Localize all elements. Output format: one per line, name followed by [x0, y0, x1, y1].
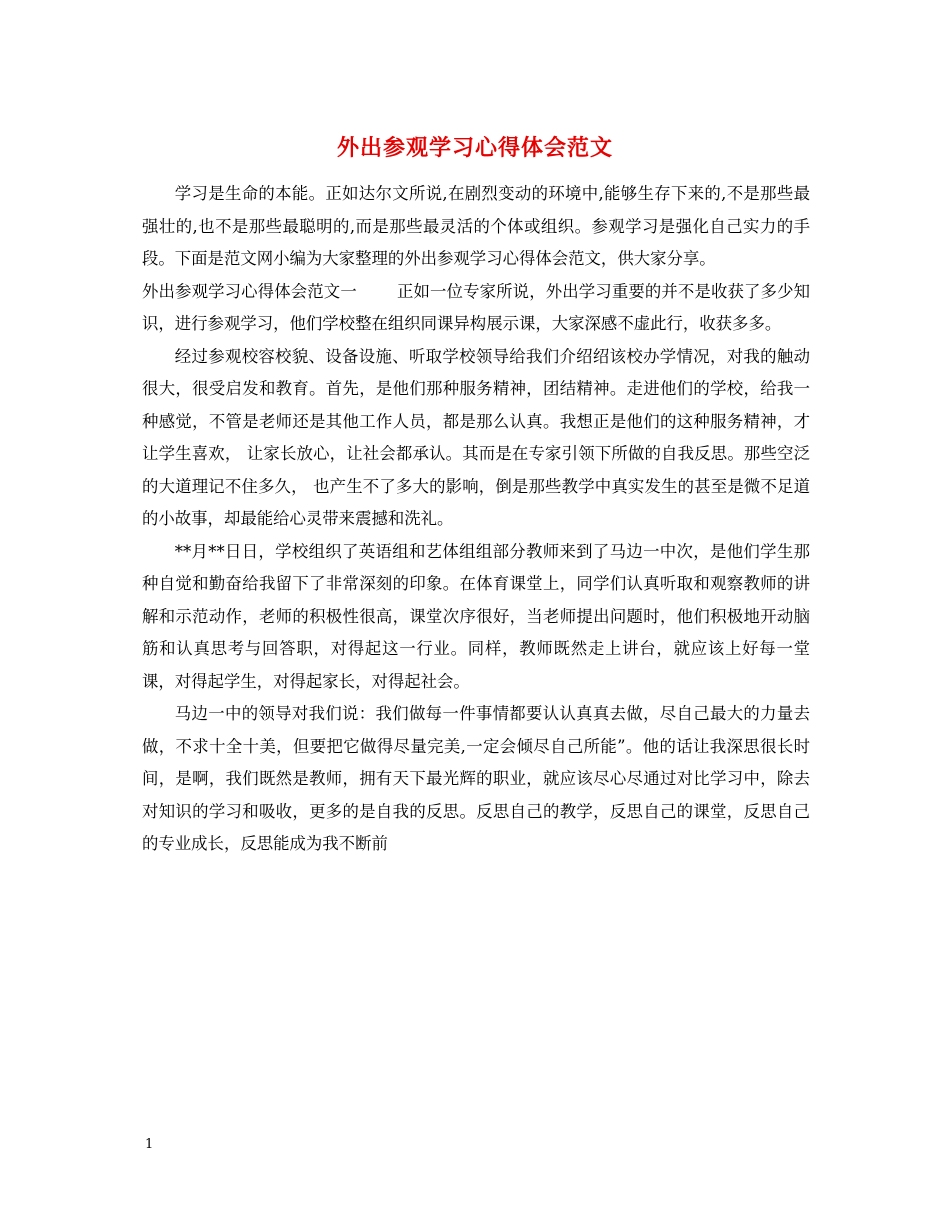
document-body — [142, 178, 810, 861]
paragraph-intro: 学习是生命的本能。正如达尔文所说,在剧烈变动的环境中,能够生存下来的,不是那些最强壮的,也不是那些最聪明的,而是那些最灵活的个体或组织。参观学习是强化自己实力的手段。下面是范文网小编为大家整理的外出参观学习心得体会范文，供大家分享。 — [142, 184, 810, 268]
paragraph-reflection: 马边一中的领导对我们说：我们做每一件事情都要认认真真去做，尽自己最大的力量去做，不求十全十美，但要把它做得尽量完美,一定会倾尽自己所能”。他的话让我深思很长时间，是啊，我们既然是教师，拥有天下最光辉的职业，就应该尽心尽通过对比学习中，除去对知识的学习和吸收，更多的是自我的反思。反思自己的教学，反思自己的课堂，反思自己的专业成长，反思能成为我不断前 — [142, 704, 810, 853]
paragraph-school-visit: **月**日日，学校组织了英语组和艺体组组部分教师来到了马边一中次，是他们学生那种自觉和勤奋给我留下了非常深刻的印象。在体育课堂上，同学们认真听取和观察教师的讲解和示范动作，老师的积极性很高，课堂次序很好，当老师提出问题时，他们积极地开动脑筋和认真思考与回答职，对得起这一行业。同样，教师既然走上讲台，就应该上好每一堂课，对得起学生，对得起家长，对得起社会。 — [142, 541, 810, 691]
page-number: 1 — [145, 1137, 154, 1152]
section-paragraph — [142, 276, 810, 341]
paragraph-visit: 经过参观校容校貌、设备设施、听取学校领导给我们介绍绍该校办学情况，对我的触动很大，很受启发和教育。首先，是他们那种服务精神，团结精神。走进他们的学校，给我一种感觉，不管是老师还是其他工作人员，都是那么认真。我想正是他们的这种服务精神，才让学生喜欢， 让家长放心，让社会都承认。其而是在专家引领下所做的自我反思。那些空泛的大道理记不住多久， 也产生不了多大的影响，倒是那些教学中真实发生的甚至是微不足道的小故事，却最能给心灵带来震撼和洗礼。 — [142, 346, 810, 528]
section-first-text: 正如一位专家所说，外出学习重要的并不是收获了多少知识，进行参观学习，他们学校整在组织同课异构展示课，大家深感不虚此行，收获多多。 — [142, 281, 811, 333]
document-title: 外出参观学习心得体会范文 — [336, 135, 613, 161]
section-heading: 外出参观学习心得体会范文一 — [142, 281, 357, 301]
